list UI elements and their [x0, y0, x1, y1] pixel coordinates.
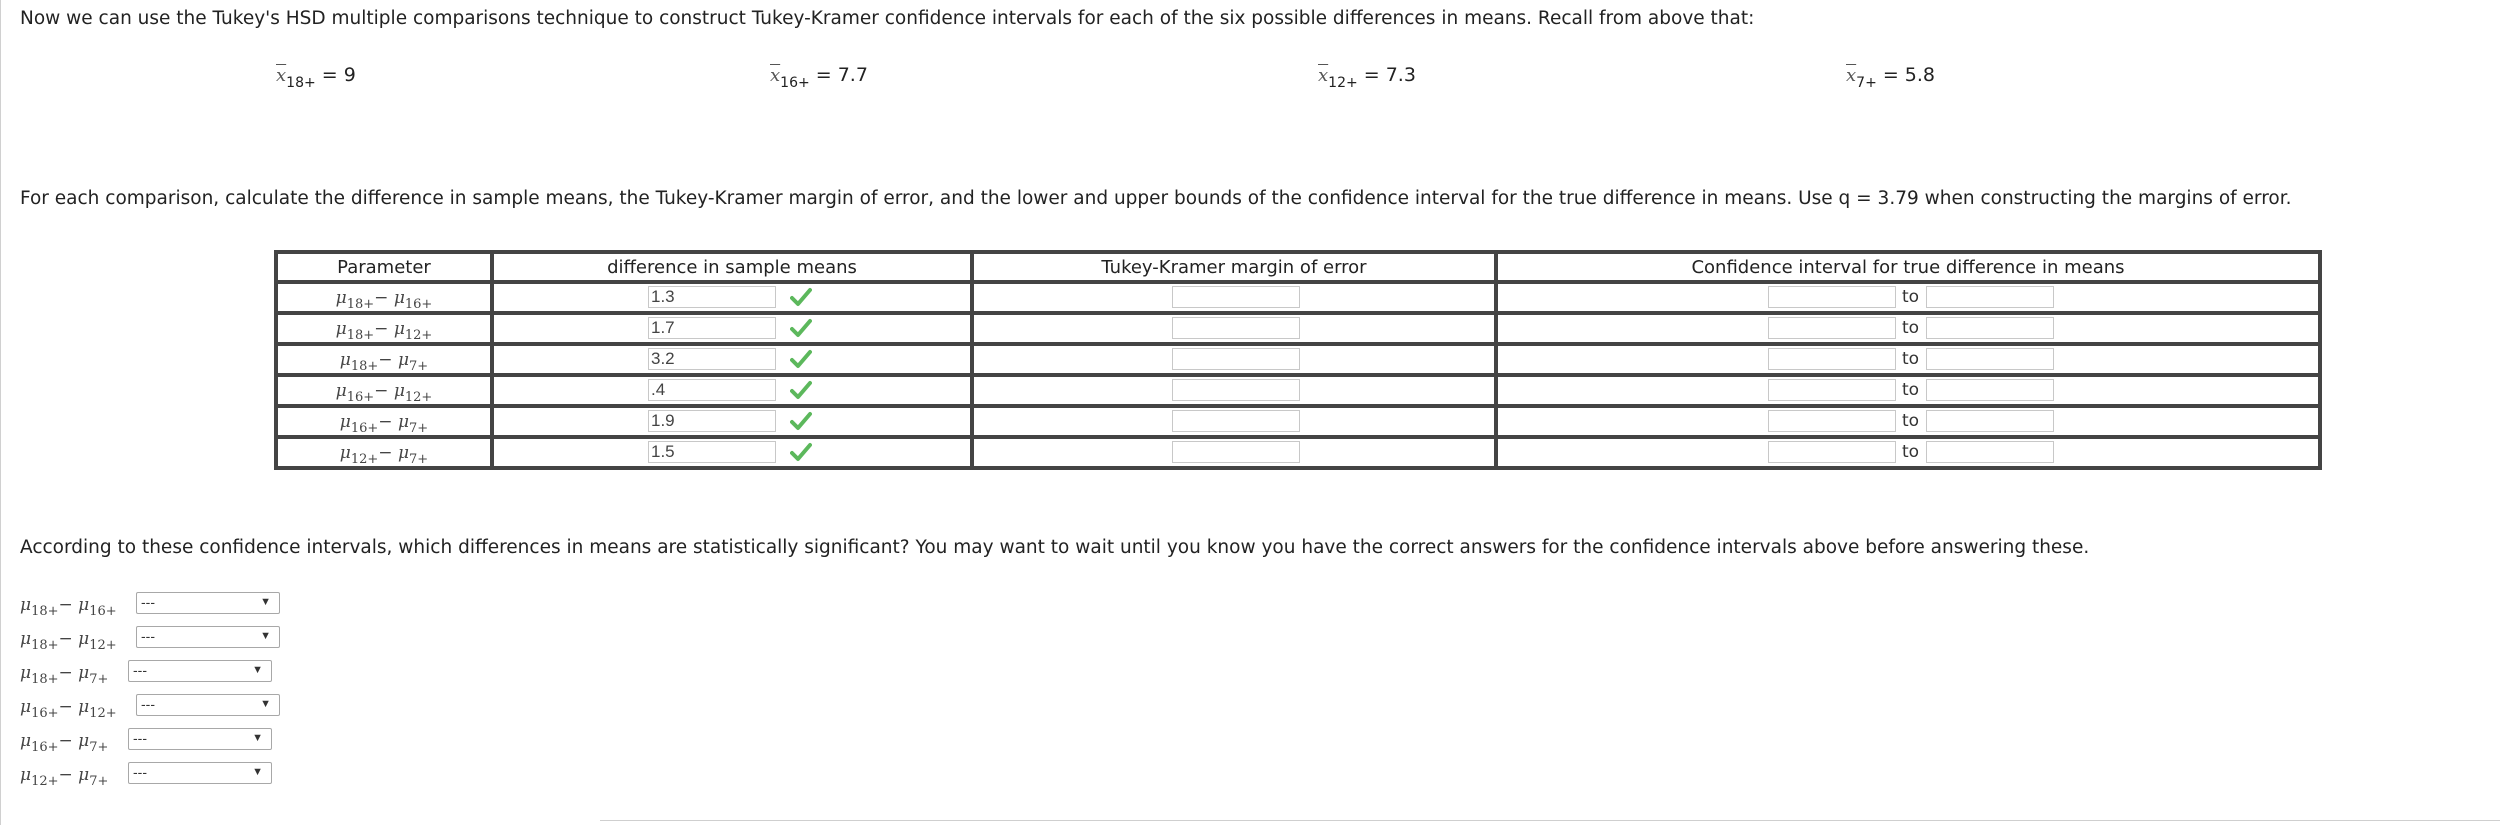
- subscript: 12+: [31, 774, 59, 789]
- mean-subscript: 18+: [286, 75, 316, 91]
- parameter-label: [339, 443, 429, 467]
- subscript: 12+: [404, 328, 433, 343]
- lower-bound-input[interactable]: [1768, 317, 1896, 339]
- select-value: ---: [133, 662, 147, 678]
- table-row: [276, 406, 2320, 437]
- parameter-cell: [276, 313, 492, 344]
- difference-cell: [492, 313, 972, 344]
- subscript: 18+: [31, 672, 59, 687]
- upper-bound-input[interactable]: [1926, 441, 2054, 463]
- parameter-label: [20, 765, 109, 789]
- table-row: [276, 313, 2320, 344]
- upper-bound-input[interactable]: [1926, 379, 2054, 401]
- table-row: [276, 437, 2320, 468]
- mu-symbol: μ: [20, 595, 32, 615]
- parameter-cell: [276, 344, 492, 375]
- select-value: ---: [141, 696, 155, 712]
- means-summary: [0, 64, 2500, 94]
- select-value: ---: [133, 764, 147, 780]
- margin-of-error-cell: [972, 313, 1496, 344]
- table-row: [276, 344, 2320, 375]
- confidence-interval-cell: [1496, 375, 2320, 406]
- dropdown-arrow-icon: ▼: [252, 732, 263, 744]
- header-parameter: Parameter: [276, 252, 492, 282]
- intro-text: Now we can use the Tukey's HSD multiple comparisons technique to construct Tukey-Kramer confidence intervals for each of the six possible differences in means. Recall from above that:: [20, 8, 1755, 29]
- significance-select[interactable]: [136, 592, 280, 614]
- mu-symbol: μ: [78, 663, 90, 683]
- parameter-cell: [276, 375, 492, 406]
- mean-value: = 9: [321, 64, 356, 86]
- confidence-interval-cell: [1496, 437, 2320, 468]
- dropdown-arrow-icon: ▼: [260, 630, 271, 642]
- mu-symbol: μ: [339, 350, 351, 370]
- mu-symbol: μ: [20, 765, 32, 785]
- parameter-label: [20, 595, 117, 619]
- mu-symbol: μ: [397, 443, 410, 463]
- significance-select[interactable]: [136, 626, 280, 648]
- mean-subscript: 12+: [1328, 75, 1358, 91]
- mu-symbol: μ: [393, 319, 405, 339]
- mu-symbol: μ: [339, 443, 351, 463]
- subscript: 16+: [346, 390, 375, 405]
- xbar-symbol: $\overline{x}$: [1846, 65, 1857, 86]
- checkmark-icon: [790, 318, 812, 338]
- left-border: [0, 0, 1, 825]
- confidence-interval-cell: [1496, 282, 2320, 313]
- confidence-interval-cell: [1496, 344, 2320, 375]
- checkmark-icon: [790, 442, 812, 462]
- confidence-interval-cell: [1496, 313, 2320, 344]
- margin-of-error-cell: [972, 406, 1496, 437]
- mu-symbol: μ: [20, 697, 32, 717]
- margin-of-error-cell: [972, 437, 1496, 468]
- mu-symbol: μ: [20, 663, 32, 683]
- minus-sign: −: [58, 595, 73, 615]
- lower-bound-input[interactable]: [1768, 348, 1896, 370]
- parameter-label: [339, 412, 429, 436]
- bottom-divider: [600, 820, 2500, 821]
- subscript: 7+: [409, 359, 429, 374]
- mean-value: = 7.3: [1363, 64, 1416, 86]
- parameter-label: [335, 381, 433, 405]
- dropdown-arrow-icon: ▼: [260, 698, 271, 710]
- mu-symbol: μ: [78, 697, 90, 717]
- subscript: 7+: [89, 774, 109, 789]
- margin-of-error-input[interactable]: [1172, 441, 1300, 463]
- mu-symbol: μ: [335, 381, 347, 401]
- minus-sign: −: [58, 765, 73, 785]
- subscript: 18+: [350, 359, 379, 374]
- difference-input[interactable]: 1.9: [648, 410, 776, 432]
- lower-bound-input[interactable]: [1768, 441, 1896, 463]
- dropdown-arrow-icon: ▼: [260, 596, 271, 608]
- select-value: ---: [141, 628, 155, 644]
- mean-subscript: 16+: [780, 75, 810, 91]
- difference-cell: [492, 282, 972, 313]
- checkmark-icon: [790, 349, 812, 369]
- instruction-text: For each comparison, calculate the difference in sample means, the Tukey-Kramer margin of error, and the lower and upper bounds of the confidence interval for the true difference in means. Use q = 3.79 when constructing the margins of error.: [20, 188, 2292, 209]
- mean-12: [1318, 64, 1416, 91]
- mu-symbol: μ: [335, 288, 347, 308]
- mean-16: [770, 64, 868, 91]
- minus-sign: −: [58, 731, 73, 751]
- upper-bound-input[interactable]: [1926, 410, 2054, 432]
- table-header-row: [276, 252, 2320, 282]
- minus-sign: −: [378, 443, 393, 463]
- mean-value: = 5.8: [1882, 64, 1936, 86]
- difference-cell: [492, 344, 972, 375]
- margin-of-error-input[interactable]: [1172, 348, 1300, 370]
- lower-bound-input[interactable]: [1768, 410, 1896, 432]
- lower-bound-input[interactable]: [1768, 286, 1896, 308]
- subscript: 18+: [346, 328, 375, 343]
- parameter-label: [339, 350, 429, 374]
- to-label: to: [1902, 380, 1920, 400]
- mu-symbol: μ: [339, 412, 351, 432]
- mean-18: [276, 64, 356, 91]
- subscript: 18+: [31, 604, 59, 619]
- parameter-label: [20, 697, 117, 721]
- subscript: 16+: [350, 421, 379, 436]
- mu-symbol: μ: [78, 595, 90, 615]
- to-label: to: [1902, 411, 1920, 431]
- mu-symbol: μ: [20, 629, 32, 649]
- mean-value: = 7.7: [815, 64, 868, 86]
- xbar-symbol: $\overline{x}$: [1318, 65, 1329, 86]
- upper-bound-input[interactable]: [1926, 286, 2054, 308]
- lower-bound-input[interactable]: [1768, 379, 1896, 401]
- mean-subscript: 7+: [1856, 75, 1877, 91]
- to-label: to: [1902, 442, 1920, 462]
- mu-symbol: μ: [335, 319, 347, 339]
- parameter-label: [335, 319, 433, 343]
- header-margin-of-error: Tukey-Kramer margin of error: [972, 252, 1496, 282]
- xbar-symbol: $\overline{x}$: [770, 65, 781, 86]
- to-label: to: [1902, 287, 1920, 307]
- minus-sign: −: [374, 288, 389, 308]
- minus-sign: −: [58, 697, 73, 717]
- significance-select[interactable]: [128, 728, 272, 750]
- subscript: 16+: [31, 706, 59, 721]
- comparison-table: [274, 250, 2322, 470]
- checkmark-icon: [790, 287, 812, 307]
- mu-symbol: μ: [78, 629, 90, 649]
- subscript: 16+: [404, 297, 433, 312]
- parameter-label: [335, 288, 433, 312]
- upper-bound-input[interactable]: [1926, 317, 2054, 339]
- parameter-cell: [276, 437, 492, 468]
- mean-7: [1846, 64, 1936, 91]
- confidence-interval-cell: [1496, 406, 2320, 437]
- minus-sign: −: [374, 381, 389, 401]
- dropdown-arrow-icon: ▼: [252, 664, 263, 676]
- parameter-label: [20, 731, 109, 755]
- select-value: ---: [141, 594, 155, 610]
- subscript: 16+: [89, 604, 117, 619]
- checkmark-icon: [790, 380, 812, 400]
- difference-input[interactable]: 1.7: [648, 317, 776, 339]
- mu-symbol: μ: [20, 731, 32, 751]
- question-text: According to these confidence intervals, which differences in means are statistically significant? You may want to wait until you know you have the correct answers for the confidence intervals above before answering these.: [20, 537, 2090, 558]
- mu-symbol: μ: [397, 350, 410, 370]
- difference-cell: [492, 406, 972, 437]
- subscript: 16+: [31, 740, 59, 755]
- to-label: to: [1902, 349, 1920, 369]
- significance-select[interactable]: [128, 660, 272, 682]
- to-label: to: [1902, 318, 1920, 338]
- upper-bound-input[interactable]: [1926, 348, 2054, 370]
- margin-of-error-input[interactable]: [1172, 286, 1300, 308]
- difference-input[interactable]: .4: [648, 379, 776, 401]
- select-value: ---: [133, 730, 147, 746]
- minus-sign: −: [58, 629, 73, 649]
- mu-symbol: μ: [397, 412, 410, 432]
- parameter-cell: [276, 282, 492, 313]
- parameter-cell: [276, 406, 492, 437]
- margin-of-error-cell: [972, 344, 1496, 375]
- subscript: 18+: [346, 297, 375, 312]
- subscript: 7+: [409, 452, 429, 467]
- table-row: [276, 282, 2320, 313]
- significance-select[interactable]: [136, 694, 280, 716]
- mu-symbol: μ: [393, 288, 405, 308]
- difference-input[interactable]: 3.2: [648, 348, 776, 370]
- mu-symbol: μ: [78, 731, 90, 751]
- subscript: 12+: [89, 706, 117, 721]
- difference-input[interactable]: 1.5: [648, 441, 776, 463]
- xbar-symbol: $\overline{x}$: [276, 65, 287, 86]
- margin-of-error-cell: [972, 375, 1496, 406]
- margin-of-error-cell: [972, 282, 1496, 313]
- margin-of-error-input[interactable]: [1172, 379, 1300, 401]
- header-confidence-interval: Confidence interval for true difference in means: [1496, 252, 2320, 282]
- dropdown-arrow-icon: ▼: [252, 766, 263, 778]
- table-row: [276, 375, 2320, 406]
- header-difference: difference in sample means: [492, 252, 972, 282]
- minus-sign: −: [378, 350, 393, 370]
- subscript: 7+: [409, 421, 429, 436]
- parameter-label: [20, 663, 109, 687]
- mu-symbol: μ: [393, 381, 405, 401]
- difference-cell: [492, 437, 972, 468]
- checkmark-icon: [790, 411, 812, 431]
- subscript: 7+: [89, 740, 109, 755]
- subscript: 18+: [31, 638, 59, 653]
- mu-symbol: μ: [78, 765, 90, 785]
- difference-input[interactable]: 1.3: [648, 286, 776, 308]
- parameter-label: [20, 629, 117, 653]
- minus-sign: −: [378, 412, 393, 432]
- margin-of-error-input[interactable]: [1172, 317, 1300, 339]
- difference-cell: [492, 375, 972, 406]
- margin-of-error-input[interactable]: [1172, 410, 1300, 432]
- subscript: 7+: [89, 672, 109, 687]
- minus-sign: −: [374, 319, 389, 339]
- subscript: 12+: [404, 390, 433, 405]
- subscript: 12+: [350, 452, 379, 467]
- minus-sign: −: [58, 663, 73, 683]
- significance-select[interactable]: [128, 762, 272, 784]
- subscript: 12+: [89, 638, 117, 653]
